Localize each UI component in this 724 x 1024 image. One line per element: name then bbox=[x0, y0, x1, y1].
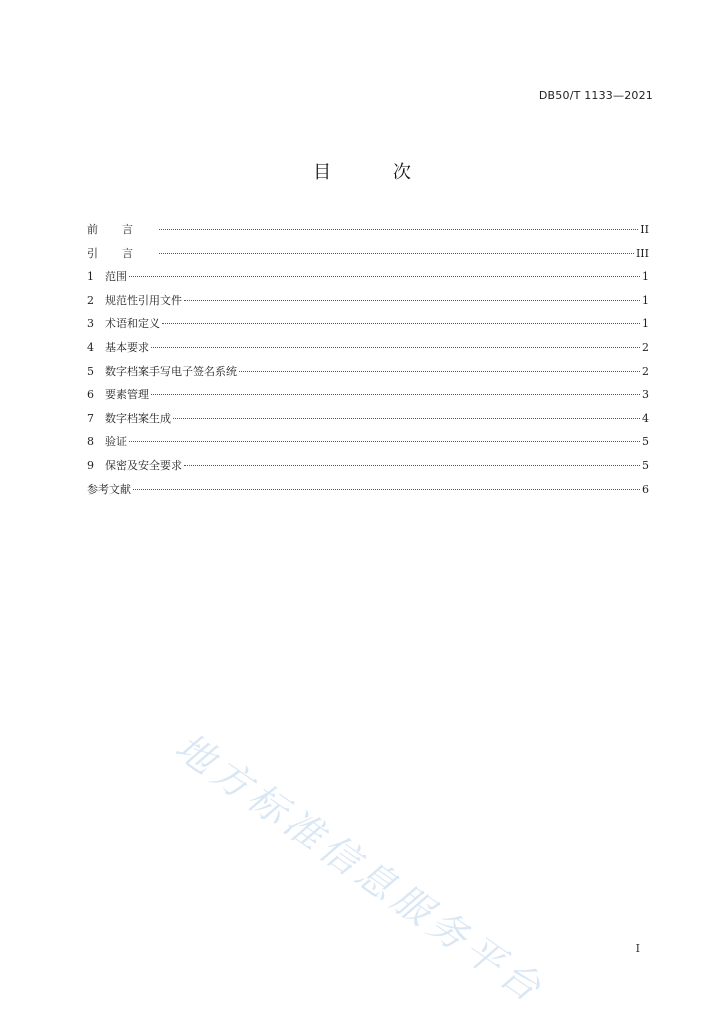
watermark: 地方标准信息服务平台 bbox=[167, 724, 554, 1013]
toc-entry-number: 7 bbox=[87, 411, 94, 425]
toc-title: 目 次 bbox=[313, 162, 439, 183]
toc-entry-label: 基本要求 bbox=[105, 340, 149, 354]
toc-leader-dots bbox=[184, 300, 640, 301]
toc-leader-dots bbox=[129, 441, 640, 442]
toc-entry-page: 5 bbox=[642, 458, 649, 472]
toc-leader-dots bbox=[159, 253, 634, 254]
toc-leader-dots bbox=[239, 371, 640, 372]
toc-entry-page: 2 bbox=[642, 340, 649, 354]
toc-entry-label: 引言 bbox=[87, 246, 157, 260]
toc-leader-dots bbox=[184, 465, 640, 466]
toc-entry-number: 8 bbox=[87, 435, 94, 449]
page-number: I bbox=[635, 942, 640, 955]
toc-leader-dots bbox=[151, 347, 640, 348]
toc-entry-label: 前言 bbox=[87, 223, 157, 236]
toc-leader-dots bbox=[129, 276, 640, 277]
toc-entry[interactable] bbox=[87, 478, 649, 502]
toc-entry-number: 4 bbox=[87, 340, 94, 354]
toc-leader-dots bbox=[151, 394, 640, 395]
toc-entry[interactable] bbox=[87, 289, 649, 313]
toc-entry[interactable] bbox=[87, 360, 649, 384]
toc-entry[interactable] bbox=[87, 383, 649, 407]
toc-entry-number: 6 bbox=[87, 388, 94, 402]
toc-entry-page: 6 bbox=[642, 482, 649, 496]
toc-entry-number: 5 bbox=[87, 364, 94, 378]
toc-leader-dots bbox=[173, 418, 640, 419]
toc-entry-page: III bbox=[635, 246, 649, 260]
toc-entry-number: 3 bbox=[87, 317, 94, 331]
toc-entry-page: 1 bbox=[642, 270, 649, 284]
toc-entry[interactable] bbox=[87, 312, 649, 336]
toc-entry-label: 参考文献 bbox=[87, 482, 131, 496]
toc-entry-label: 范围 bbox=[105, 270, 127, 284]
toc-entry[interactable] bbox=[87, 265, 649, 289]
toc-entry-page: II bbox=[640, 223, 649, 236]
toc-leader-dots bbox=[159, 229, 638, 230]
toc-entry-page: 4 bbox=[642, 411, 649, 425]
toc-entry[interactable] bbox=[87, 454, 649, 478]
toc-entry-number: 2 bbox=[87, 293, 94, 307]
toc-entry-page: 5 bbox=[642, 435, 649, 449]
document-code: DB50/T 1133—2021 bbox=[538, 89, 653, 102]
toc-entry-page: 1 bbox=[642, 317, 649, 331]
toc-entry-page: 3 bbox=[642, 388, 649, 402]
table-of-contents bbox=[87, 218, 649, 501]
toc-entry[interactable] bbox=[87, 407, 649, 431]
toc-entry-label: 保密及安全要求 bbox=[105, 458, 182, 472]
toc-leader-dots bbox=[133, 489, 640, 490]
toc-entry-label: 术语和定义 bbox=[105, 317, 160, 331]
toc-entry-number: 9 bbox=[87, 458, 94, 472]
toc-entry[interactable] bbox=[87, 430, 649, 454]
toc-entry-label: 验证 bbox=[105, 435, 127, 449]
toc-entry[interactable] bbox=[87, 242, 649, 266]
toc-entry-label: 要素管理 bbox=[105, 388, 149, 402]
toc-entry-label: 数字档案手写电子签名系统 bbox=[105, 364, 237, 378]
toc-leader-dots bbox=[162, 323, 640, 324]
toc-entry[interactable] bbox=[87, 218, 649, 242]
toc-entry-page: 1 bbox=[642, 293, 649, 307]
toc-entry-label: 规范性引用文件 bbox=[105, 293, 182, 307]
toc-entry-label: 数字档案生成 bbox=[105, 411, 171, 425]
toc-entry[interactable] bbox=[87, 336, 649, 360]
toc-entry-page: 2 bbox=[642, 364, 649, 378]
toc-entry-number: 1 bbox=[87, 270, 94, 284]
